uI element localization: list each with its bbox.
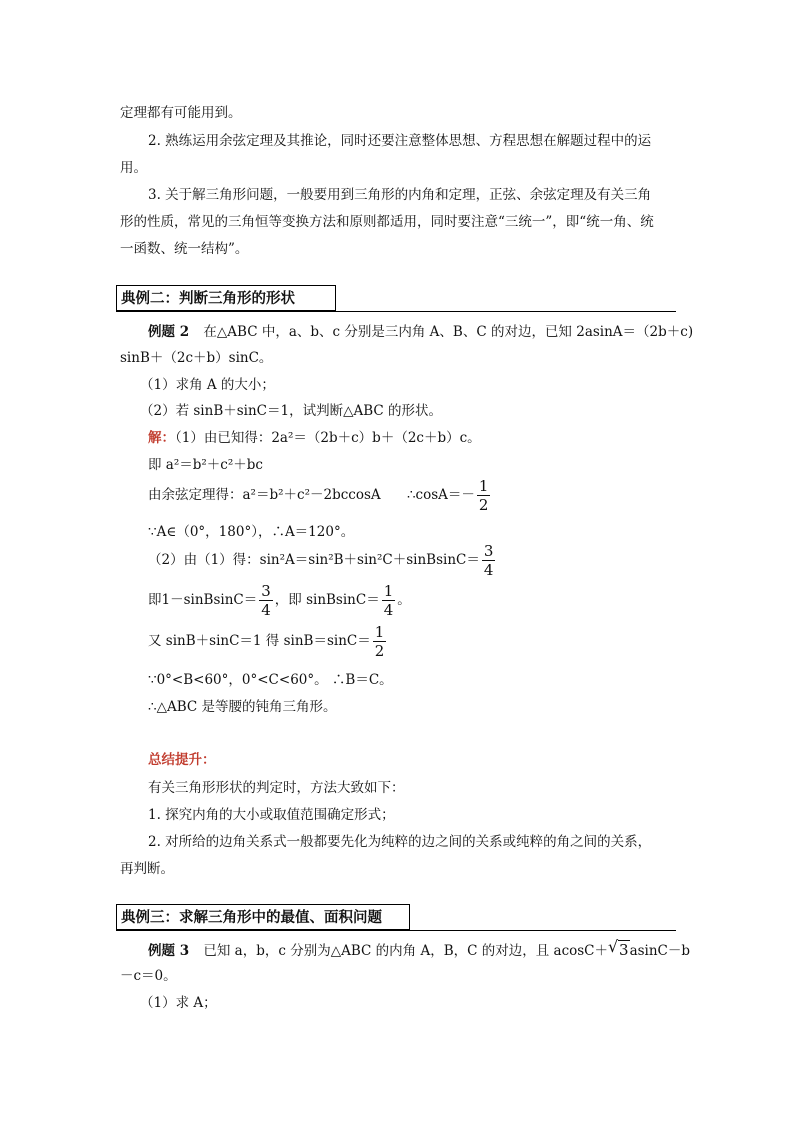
sqrt-three: √ 3 <box>608 937 629 959</box>
solution-step-8: ∵0°<B<60°，0°<C<60°。 ∴B＝C。 <box>148 672 393 688</box>
summary-line-3: 2. 对所给的边角关系式一般都要先化为纯粹的边之间的关系或纯粹的角之间的关系， <box>148 834 652 850</box>
example-2-line-1 <box>148 322 693 342</box>
solution-step-5: （2）由（1）得：sin²A＝sin²B＋sin²C＋sinBsinC＝ <box>148 552 480 568</box>
radical-sign-icon: √ <box>608 937 619 956</box>
fraction-one-half-2: $\frac{1}{2}$ <box>374 623 385 660</box>
example-3-line-2: －c＝0。 <box>120 968 177 984</box>
solution-step-4: ∵A∈（0°，180°），∴A＝120°。 <box>148 524 355 540</box>
solution-line-3 <box>148 476 492 514</box>
solution-step-6a: 即1－sinBsinC＝ <box>148 592 258 608</box>
solution-line-1 <box>148 428 481 448</box>
example-2-label: 例题 2 <box>148 324 190 340</box>
solution-line-6 <box>148 581 411 619</box>
solution-line-7 <box>148 622 388 660</box>
fraction-one-half: $\frac{1}{2}$ <box>478 477 489 514</box>
solution-step-6c: 。 <box>397 592 411 608</box>
section-heading-2: 典例二：判断三角形的形状 <box>116 285 336 311</box>
fraction-one-quarter: $\frac{1}{4}$ <box>383 582 394 619</box>
solution-step-9: ∴△ABC 是等腰的钝角三角形。 <box>148 699 337 715</box>
example-3-line-1 <box>148 937 691 961</box>
solution-step-1: （1）由已知得：2a²＝（2b＋c）b＋（2c＋b）c。 <box>175 430 481 446</box>
solution-label: 解： <box>148 430 175 446</box>
fraction-three-quarters-2: $\frac{3}{4}$ <box>261 582 271 619</box>
section-divider-2 <box>116 311 676 312</box>
intro-item-3b: 形的性质，常见的三角恒等变换方法和原则都适用，同时要注意“三统一”，即“统一角、统 <box>120 214 654 230</box>
example-3-label: 例题 3 <box>148 943 190 959</box>
question-2-1: （1）求角 A 的大小； <box>140 377 275 393</box>
example-2-text: 在△ABC 中，a、b、c 分别是三内角 A、B、C 的对边，已知 2asinA＝（2b＋c) <box>203 324 694 340</box>
solution-step-2: 即 a²＝b²＋c²＋bc <box>148 457 263 473</box>
solution-step-3-therefore: ∴cosA＝－ <box>406 487 475 503</box>
solution-step-3: 由余弦定理得：a²＝b²＋c²－2bccosA <box>148 487 381 503</box>
example-3-text: 已知 a，b，c 分别为△ABC 的内角 A，B，C 的对边，且 acosC＋ <box>203 943 609 959</box>
example-3-tail: asinC－b <box>629 943 691 959</box>
summary-line-1: 有关三角形形状的判定时，方法大致如下： <box>148 780 405 796</box>
summary-line-4: 再判断。 <box>120 861 174 877</box>
fraction-three-quarters: $\frac{3}{4}$ <box>483 542 494 579</box>
question-3-1: （1）求 A； <box>140 995 217 1011</box>
summary-label: 总结提升： <box>148 752 216 768</box>
question-2-2: （2）若 sinB＋sinC＝1，试判断△ABC 的形状。 <box>140 403 443 419</box>
solution-step-6b: ，即 sinBsinC＝ <box>274 592 380 608</box>
intro-line-1: 定理都有可能用到。 <box>120 105 242 121</box>
intro-item-3c: 一函数、统一结构”。 <box>120 241 249 257</box>
section-heading-3: 典例三：求解三角形中的最值、面积问题 <box>116 904 410 930</box>
intro-item-2a: 2. 熟练运用余弦定理及其推论，同时还要注意整体思想、方程思想在解题过程中的运 <box>148 133 652 149</box>
intro-item-3a: 3. 关于解三角形问题，一般要用到三角形的内角和定理，正弦、余弦定理及有关三角 <box>148 187 652 203</box>
solution-line-5 <box>148 541 497 579</box>
summary-line-2: 1. 探究内角的大小或取值范围确定形式； <box>148 807 395 823</box>
example-2-line-2: sinB＋（2c＋b）sinC。 <box>120 350 273 366</box>
solution-step-7: 又 sinB＋sinC＝1 得 sinB＝sinC＝ <box>148 633 371 649</box>
intro-item-2b: 用。 <box>120 160 147 176</box>
section-divider-3 <box>116 930 676 931</box>
